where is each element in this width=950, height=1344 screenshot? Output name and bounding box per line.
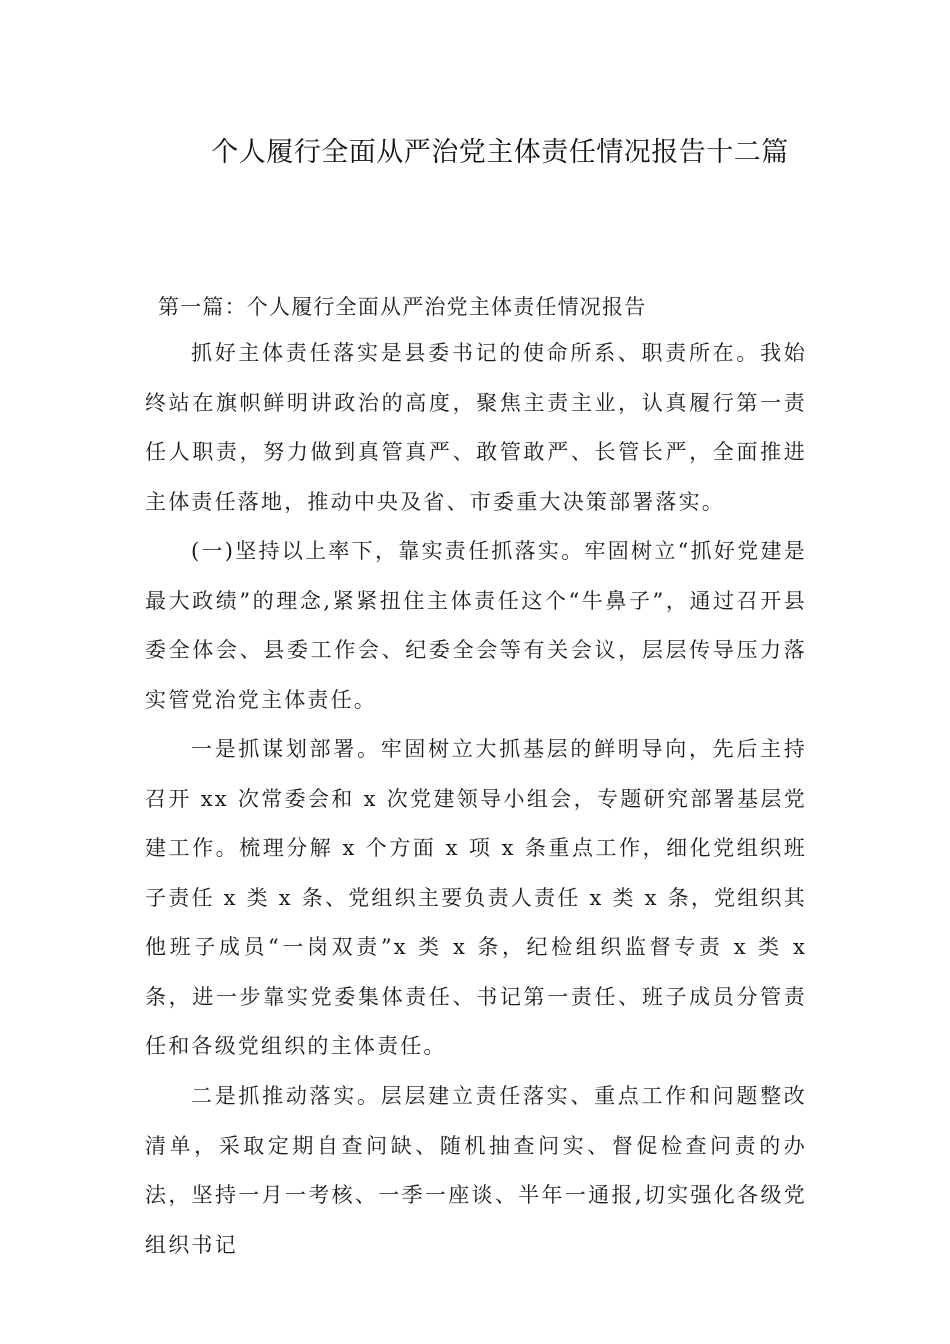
paragraph-planning: 一是抓谋划部署。牢固树立大抓基层的鲜明导向，先后主持召开 xx 次常委会和 x 次党建领导小组会，专题研究部署基层党建工作。梳理分解 x 个方面 x 项 x 条重点工作，细化党组织班子责任 x 类 x 条、党组织主要负责人责任 x 类 x 条，党组织其他班子成员“一岗双责”x 类 x 条，纪检组织监督专责 x 类 x 条，进一步靠实党委集体责任、书记第一责任、班子成员分管责任和各级党组织的主体责任。 (145, 737, 807, 1058)
document-title: 个人履行全面从严治党主体责任情况报告十二篇 (211, 137, 789, 168)
paragraph-intro: 抓好主体责任落实是县委书记的使命所系、职责所在。我始终站在旗帜鲜明讲政治的高度，聚焦主责主业，认真履行第一责任人职责，努力做到真管真严、敢管敢严、长管长严，全面推进主体责任落地，推动中央及省、市委重大决策部署落实。 (145, 341, 807, 514)
section-heading: 第一篇：个人履行全面从严治党主体责任情况报告 (158, 295, 647, 319)
paragraph-implementation: 二是抓推动落实。层层建立责任落实、重点工作和问题整改清单，采取定期自查问缺、随机抽查问实、督促检查问责的办法，坚持一月一考核、一季一座谈、半年一通报,切实强化各级党组织书记 (145, 1084, 807, 1257)
paragraph-section-one: (一)坚持以上率下，靠实责任抓落实。牢固树立“抓好党建是最大政绩”的理念,紧紧扭住主体责任这个“牛鼻子”，通过召开县委全体会、县委工作会、纪委全会等有关会议，层层传导压力落实管党治党主体责任。 (145, 539, 807, 712)
